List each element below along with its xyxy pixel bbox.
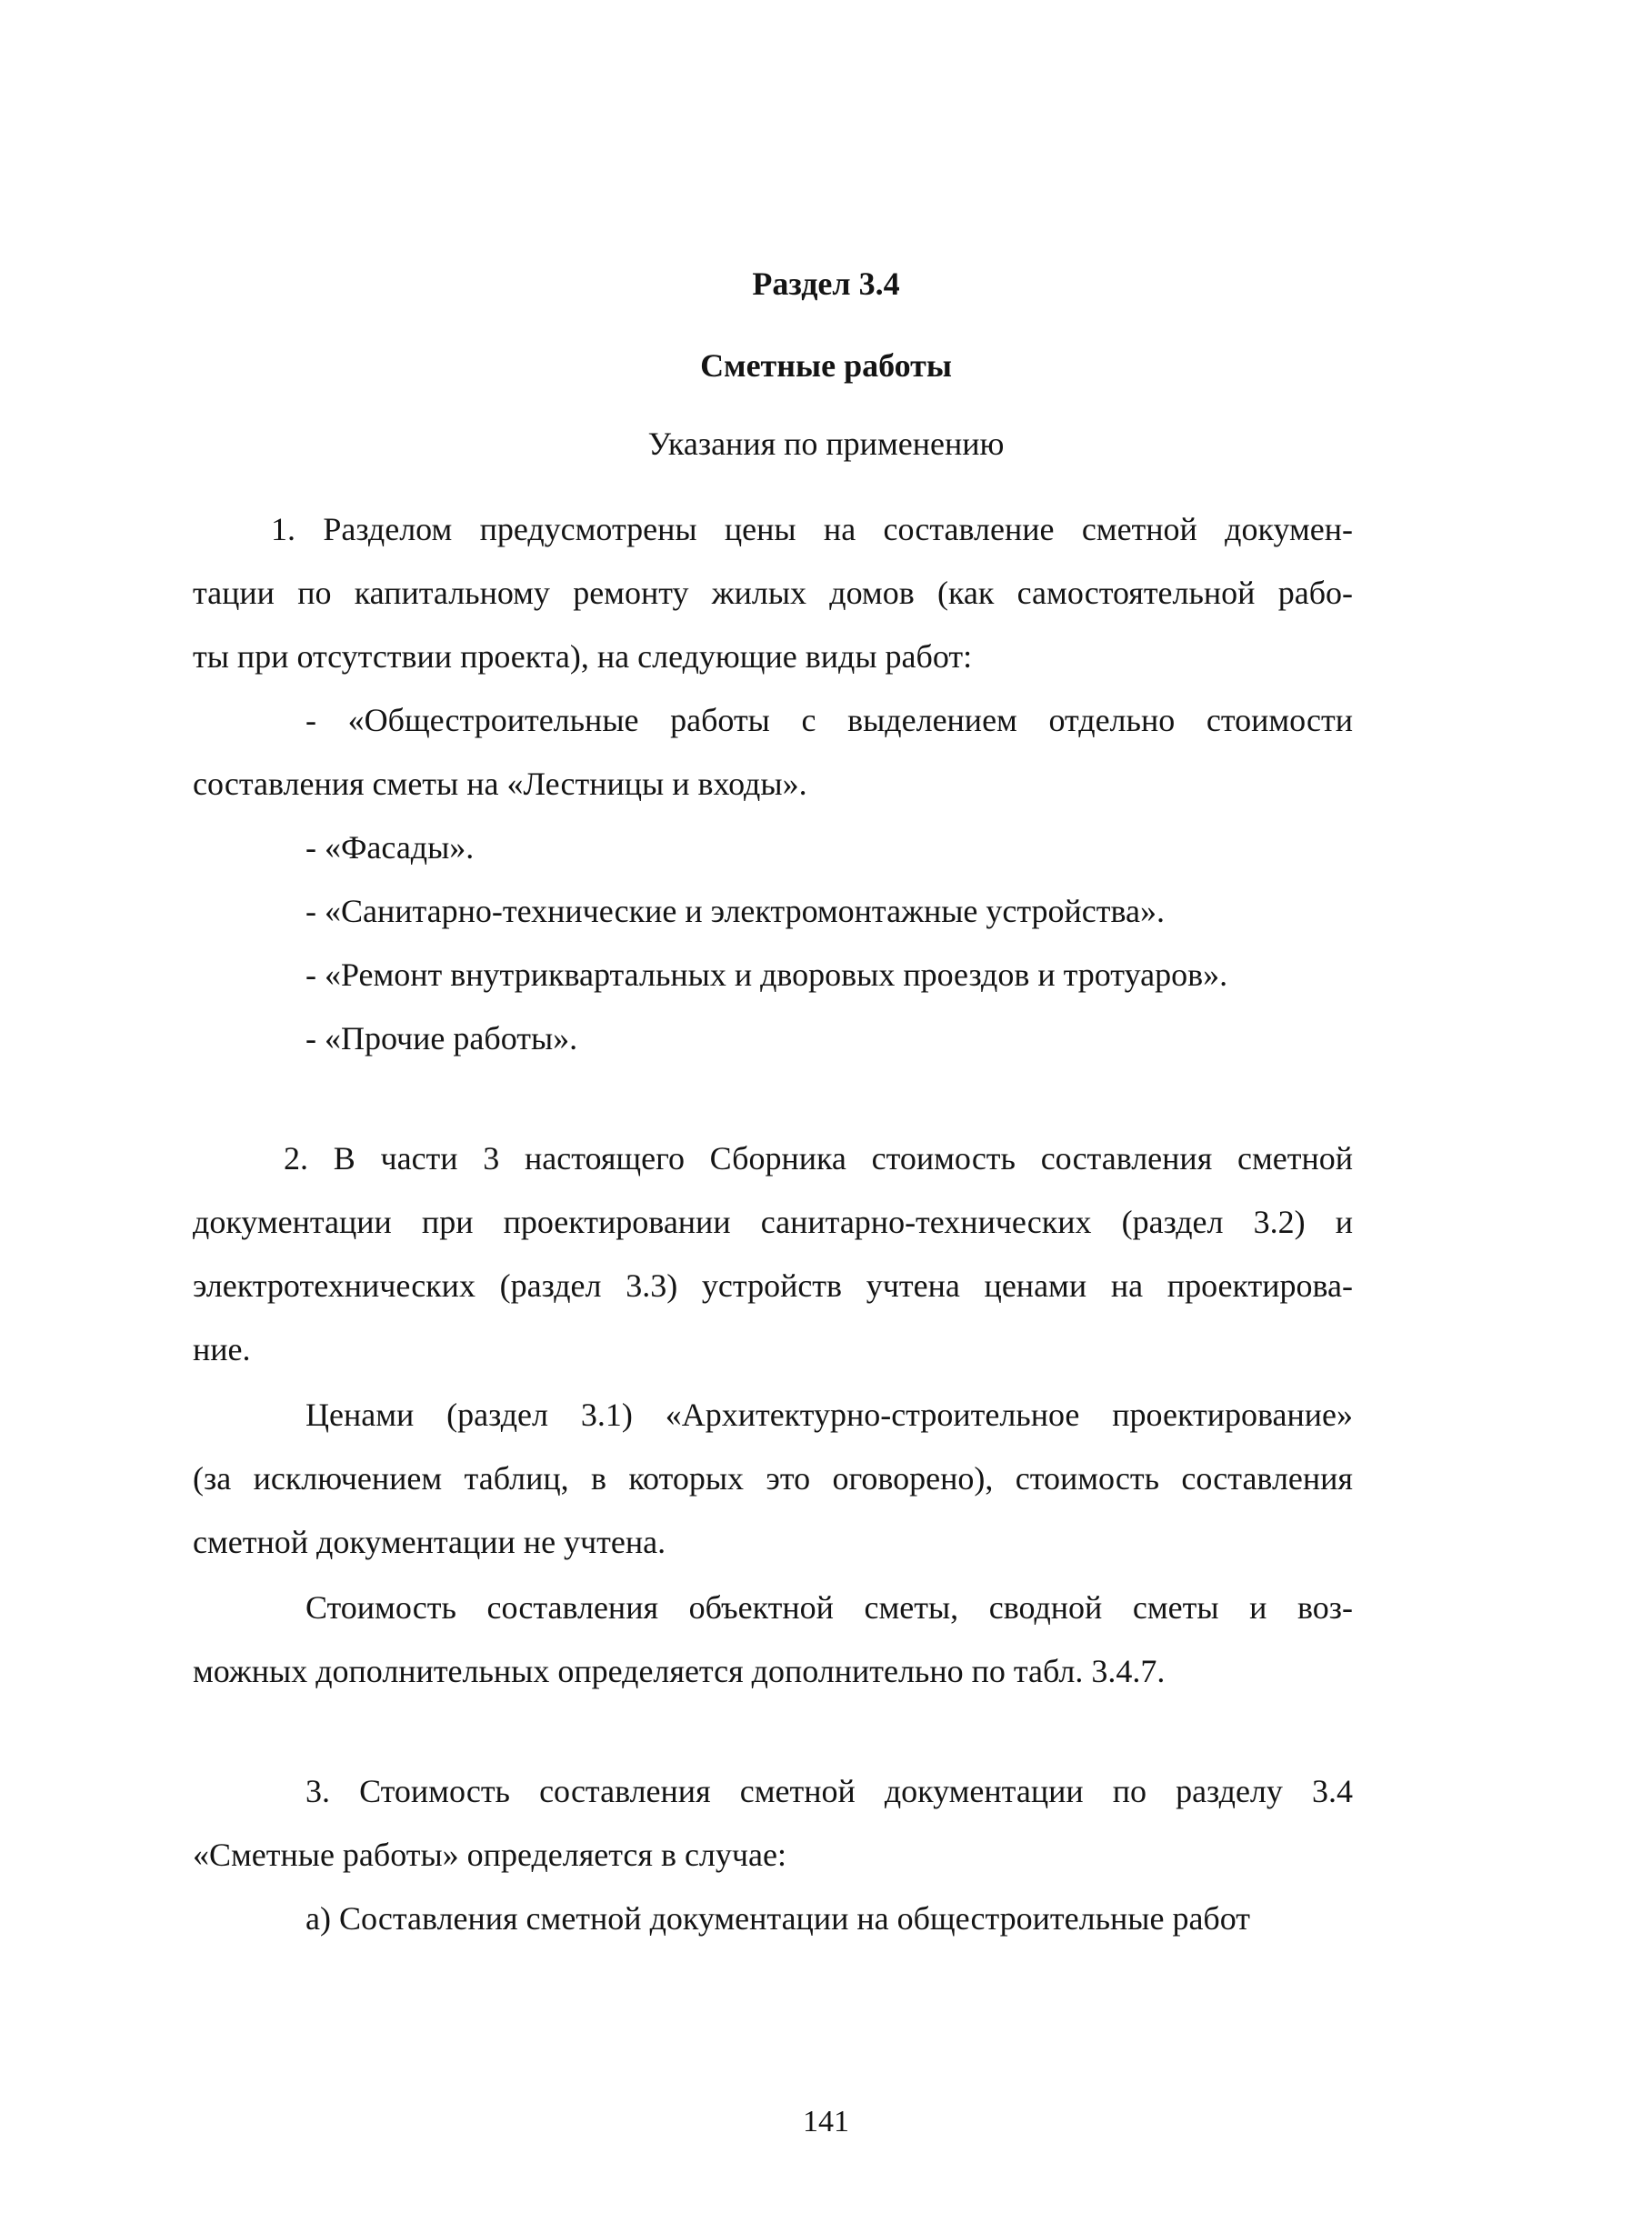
paragraph-2-line-4: ние. (193, 1331, 251, 1367)
list-item-facades: - «Фасады». (305, 829, 475, 866)
prices-note-line-2: (за исключением таблиц, в которых это оговорено), стоимость составления (193, 1460, 1353, 1497)
list-item-driveways-sidewalks: - «Ремонт внутриквартальных и дворовых проездов и тротуаров». (305, 956, 1228, 993)
paragraph-2-line-3: электротехнических (раздел 3.3) устройств учтена ценами на проектирова- (193, 1267, 1353, 1304)
paragraph-3-line-2: «Сметные работы» определяется в случае: (193, 1837, 786, 1873)
cost-note-line-1: Стоимость составления объектной сметы, сводной сметы и воз- (305, 1589, 1353, 1626)
list-item-other-works: - «Прочие работы». (305, 1020, 578, 1056)
list-item-general-construction: - «Общестроительные работы с выделением отдельно стоимости (305, 702, 1353, 738)
paragraph-2-line-1: 2. В части 3 настоящего Сборника стоимость составления сметной (284, 1140, 1353, 1177)
paragraph-1-line-2: тации по капитальному ремонту жилых домов (как самостоятельной рабо- (193, 575, 1353, 611)
paragraph-3-line-3: а) Составления сметной документации на общестроительные работ (305, 1900, 1251, 1937)
list-item-sanitary-electrical: - «Санитарно-технические и электромонтажные устройства». (305, 893, 1166, 929)
paragraph-1-line-1: 1. Разделом предусмотрены цены на составление сметной докумен- (271, 511, 1353, 547)
prices-note-line-1: Ценами (раздел 3.1) «Архитектурно-строительное проектирование» (305, 1397, 1353, 1433)
list-item-general-construction-continued: составления сметы на «Лестницы и входы». (193, 766, 807, 802)
paragraph-2-line-2: документации при проектировании санитарно-технических (раздел 3.2) и (193, 1204, 1353, 1240)
paragraph-3-line-1: 3. Стоимость составления сметной документации по разделу 3.4 (305, 1773, 1353, 1809)
section-number: Раздел 3.4 (752, 265, 900, 302)
paragraph-1-line-3: ты при отсутствии проекта), на следующие виды работ: (193, 638, 973, 675)
section-subtitle: Указания по применению (647, 426, 1005, 462)
cost-note-line-2: можных дополнительных определяется дополнительно по табл. 3.4.7. (193, 1653, 1166, 1689)
prices-note-line-3: сметной документации не учтена. (193, 1524, 666, 1560)
page-number: 141 (803, 2105, 849, 2138)
section-title: Сметные работы (700, 347, 952, 384)
